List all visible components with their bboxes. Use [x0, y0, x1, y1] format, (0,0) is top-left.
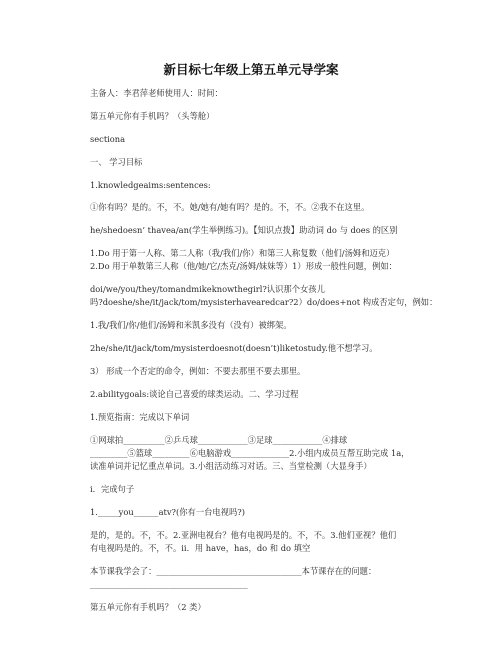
- doc-line-negative-2: 2he/she/it/jack/tom/mysisterdoesnot(doesn’t)liketostudy.他不想学习。: [90, 343, 378, 353]
- doc-line-sentences: ①你有吗？是的。不，不。她/她有/她有吗？是的。不，不。②我不在这里。: [90, 202, 370, 212]
- doc-line-do-usage: 1.Do 用于第一人称、第二人称（我/我们/你）和第三人称复数（他们/汤姆和迈克）: [90, 248, 395, 258]
- doc-line-example-2: 吗?doeshe/she/it/jack/tom/mysisterhavearedcar?2）do/does+not 构成否定句，例如：: [90, 297, 438, 307]
- doc-line-words-3: 读准单词并记忆重点单词。3.小组活动练习对话。三、当堂检测（大显身手）: [90, 461, 372, 471]
- doc-line-heading-1: 一、 学习目标: [90, 157, 143, 167]
- doc-line-author: 主备人：李君萍老师使用人：时间：: [90, 88, 223, 98]
- doc-line-answer-1: 是的，是的。不，不。2.亚洲电视台？他有电视吗是的。不，不。3.他们亚视？他们: [90, 530, 397, 540]
- doc-line-summary-blank: ______________________________________: [90, 579, 248, 589]
- doc-title: 新目标七年级上第五单元导学案: [163, 62, 339, 77]
- doc-line-words-2: _________⑤篮球_________⑥电脑游戏______________2.小组内成员互帮互助完成 1a，: [90, 448, 410, 458]
- doc-line-summary: 本节课我学会了：___________________________________本节课存在的问题：: [90, 566, 377, 576]
- doc-line-section: sectiona: [90, 134, 126, 144]
- doc-line-preview: 1.预览指南：完成以下单词: [90, 412, 190, 422]
- doc-line-command: 3） 形成一个否定的命令，例如：不要去那里不要去那里。: [90, 366, 306, 376]
- doc-line-ability: 2.abilitygoals:谈论自己喜爱的球类运动。二、学习过程: [90, 389, 299, 399]
- doc-line-answer-2: 有电视吗是的。不，不。ii．用 have，has，do 和 do 填空: [90, 543, 311, 553]
- doc-line-unit-title: 第五单元你有手机吗？（头等舱）: [90, 111, 215, 121]
- doc-line-tip: he/shedoesn’ thavea/an(学生举例练习)。【知识点拨】助动词 do 与 does 的区别: [90, 225, 398, 235]
- doc-line-next-unit: 第五单元你有手机吗？（2 类）: [90, 602, 206, 612]
- doc-line-complete: i．完成句子: [90, 484, 135, 494]
- doc-line-blank-1: 1._____you______atv?(你有一台电视吗?): [90, 507, 245, 517]
- doc-line-example-1: doi/we/you/they/tomandmikeknowthegirl?认识那个女孩儿: [90, 284, 325, 294]
- doc-line-does-usage: 2.Do 用于单数第三人称（他/她/它/杰克/汤姆/妹妹等）1）形成一般性问题，例如：: [90, 261, 397, 271]
- doc-line-negative-1: 1.我/我们/你/他们/汤姆和米凯多没有（没有）被绑架。: [90, 320, 292, 330]
- doc-line-knowledge: 1.knowledgeaims:sentences:: [90, 180, 211, 190]
- doc-line-words-1: ①网球拍__________②乒乓球____________③足球____________④排球: [90, 435, 348, 445]
